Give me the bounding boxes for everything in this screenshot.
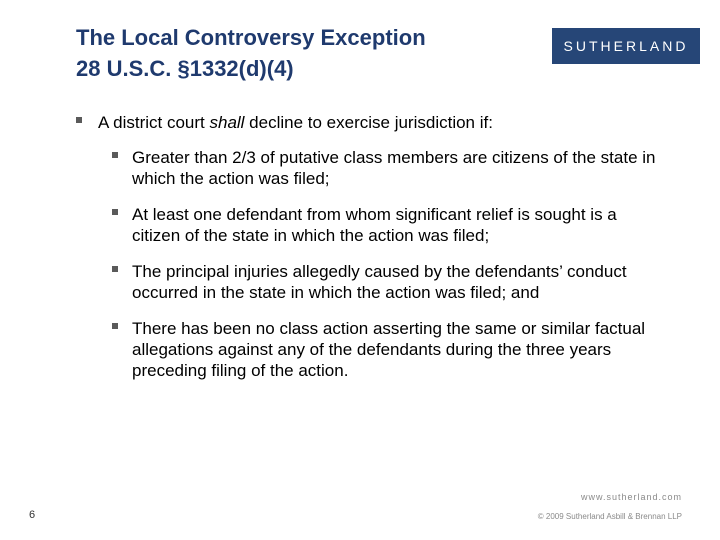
condition-bullet-1 bbox=[112, 147, 662, 189]
page-number: 6 bbox=[29, 509, 36, 521]
lead-text-emphasis: shall bbox=[209, 113, 245, 132]
condition-text-2: At least one defendant from whom significant relief is sought is a citizen of the state in which the action was filed; bbox=[132, 205, 617, 245]
slide-content bbox=[76, 112, 696, 381]
sutherland-logo: SUTHERLAND bbox=[552, 28, 700, 64]
slide-title bbox=[76, 22, 426, 84]
condition-bullet-3 bbox=[112, 261, 662, 303]
lead-text-after: decline to exercise jurisdiction if: bbox=[244, 113, 493, 132]
condition-text-4: There has been no class action asserting the same or similar factual allegations against any of the defendants during the three years preceding filing of the action. bbox=[132, 319, 646, 380]
slide-title-line-2: 28 U.S.C. §1332(d)(4) bbox=[76, 56, 294, 81]
website-link[interactable]: www.sutherland.com bbox=[580, 492, 682, 502]
lead-bullet bbox=[76, 112, 696, 133]
condition-bullet-4 bbox=[112, 318, 662, 381]
copyright-notice: © 2009 Sutherland Asbill & Brennan LLP bbox=[537, 512, 682, 521]
square-bullet-icon bbox=[76, 117, 82, 123]
square-bullet-icon bbox=[112, 152, 118, 158]
square-bullet-icon bbox=[112, 209, 118, 215]
square-bullet-icon bbox=[112, 323, 118, 329]
condition-bullet-2 bbox=[112, 204, 662, 246]
square-bullet-icon bbox=[112, 266, 118, 272]
lead-text-before: A district court bbox=[98, 113, 210, 132]
slide-title-line-1: The Local Controversy Exception bbox=[76, 25, 426, 50]
condition-text-1: Greater than 2/3 of putative class members are citizens of the state in which the action was filed; bbox=[132, 148, 656, 188]
condition-text-3: The principal injuries allegedly caused by the defendants’ conduct occurred in the state in which the action was filed; and bbox=[132, 262, 627, 302]
